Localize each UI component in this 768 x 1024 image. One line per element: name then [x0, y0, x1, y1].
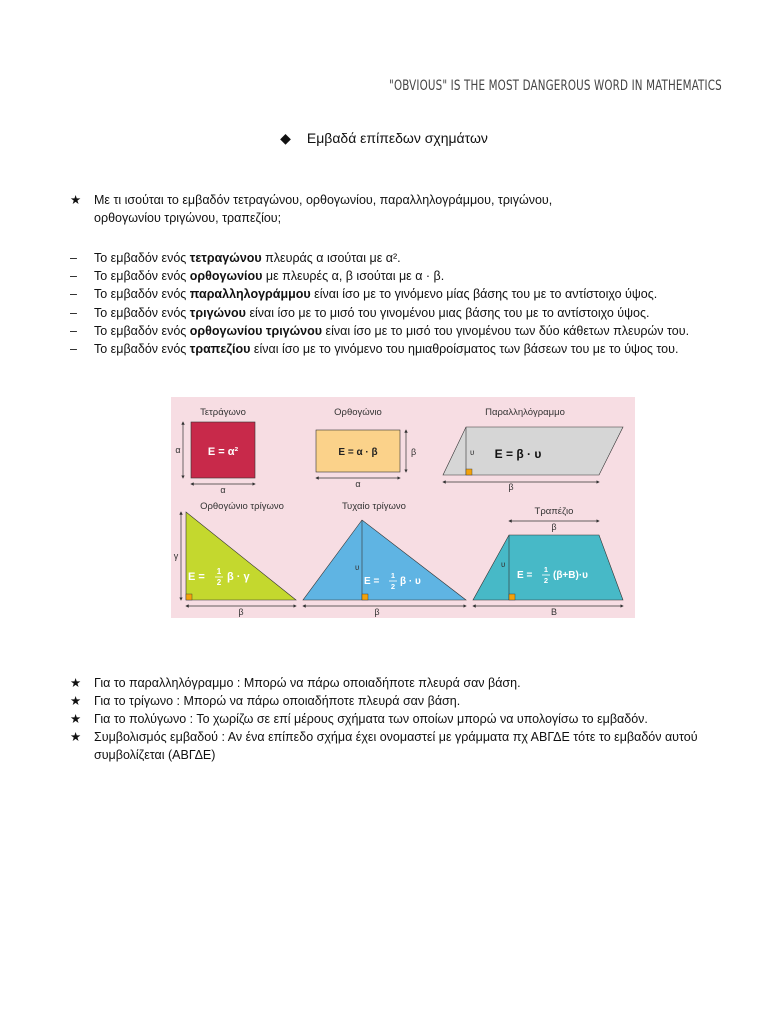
parallelogram-title: Παραλληλόγραμμο [485, 407, 565, 418]
dash-bullet-icon: – [70, 305, 77, 320]
definition-text: Το εμβαδόν ενός [94, 269, 190, 284]
definition-text: είναι ίσο με το μισό του γινομένου μιας βάσης του με το αντίστοιχο ύψος. [245, 305, 650, 320]
rectangle-title: Ορθογώνιο [334, 407, 382, 418]
right-triangle-formula-post: β · γ [227, 571, 250, 583]
right-triangle-formula-pre: Ε = [188, 571, 205, 583]
title-text: Εμβαδά επίπεδων σχημάτων [306, 130, 488, 146]
trapezoid-height-label: υ [501, 560, 506, 569]
right-angle-marker [362, 594, 368, 600]
star-bullet-icon: ★ [70, 193, 82, 207]
note-item [70, 674, 750, 692]
dash-bullet-icon: – [70, 323, 77, 338]
note-item [70, 692, 750, 710]
trapezoid-bottom-label: Β [550, 607, 558, 617]
star-bullet-icon: ★ [70, 730, 82, 744]
right-triangle-bottom-label: β [238, 607, 244, 617]
dash-bullet-icon: – [70, 341, 77, 356]
definition-text: είναι ίσο με το γινόμενο του ημιαθροίσματος των βάσεων του με το ύψος του. [250, 341, 679, 356]
square-title: Τετράγωνο [200, 407, 246, 418]
definition-text: Το εμβαδόν ενός [94, 287, 190, 302]
definition-term: τριγώνου [189, 305, 246, 320]
definition-text: Το εμβαδόν ενός [94, 305, 190, 320]
rectangle-bottom-label: α [355, 479, 361, 489]
definition-item [70, 342, 750, 360]
star-bullet-icon: ★ [70, 712, 82, 726]
definition-text: Το εμβαδόν ενός [94, 341, 190, 356]
note-item [70, 710, 750, 728]
right-angle-marker [466, 469, 472, 475]
right-angle-marker [509, 594, 515, 600]
right-triangle-formula-den: 2 [216, 578, 222, 587]
trapezoid-top-label: β [551, 522, 557, 532]
definition-term: τραπεζίου [189, 341, 251, 356]
parallelogram-height-label: υ [470, 448, 475, 457]
definition-term: ορθογωνίου τριγώνου [189, 323, 323, 338]
page-title [0, 130, 768, 147]
note-item [70, 728, 750, 764]
right-triangle-title: Ορθογώνιο τρίγωνο [200, 501, 284, 512]
triangle-formula-pre: Ε = [364, 576, 380, 587]
definition-text: με πλευρές α, β ισούται με α · β. [262, 269, 445, 284]
definition-text: είναι ίσο με το γινόμενο μίας βάσης του με το αντίστοιχο ύψος. [310, 287, 658, 302]
area-formulas-figure [171, 397, 635, 618]
note-text: Συμβολισμός εμβαδού : Αν ένα επίπεδο σχήμα έχει ονομαστεί με γράμματα πχ ΑΒΓΔΕ τότε το εμβαδόν αυτού συμβολίζεται (ΑΒΓΔΕ) [94, 730, 698, 762]
triangle-formula-post: β · υ [400, 576, 421, 587]
trapezoid-formula-pre: Ε = [517, 570, 533, 581]
trapezoid-formula-post: (β+Β)·υ [553, 570, 588, 581]
dash-bullet-icon: – [70, 269, 77, 284]
definition-text: Το εμβαδόν ενός [94, 251, 190, 265]
square-bottom-label: α [220, 485, 226, 495]
note-text: Για το πολύγωνο : Το χωρίζω σε επί μέρους σχήματα των οποίων μπορώ να υπολογίσω το εμβαδόν. [94, 712, 648, 726]
definition-text: Το εμβαδόν ενός [94, 323, 190, 338]
definition-term: τετραγώνου [189, 251, 262, 265]
trapezoid-formula-num: 1 [543, 565, 549, 574]
definition-item [70, 324, 750, 342]
definition-item [70, 287, 750, 305]
definitions-list [70, 251, 750, 360]
triangle-title: Τυχαίο τρίγωνο [342, 501, 406, 512]
triangle-formula-den: 2 [390, 582, 396, 591]
notes-list [70, 674, 750, 764]
dash-bullet-icon: – [70, 251, 77, 265]
diamond-bullet-icon: ◆ [280, 130, 291, 146]
definition-item [70, 251, 750, 269]
rectangle-formula: Ε = α · β [338, 447, 378, 458]
triangle-height-label: υ [355, 563, 360, 572]
right-angle-marker [186, 594, 192, 600]
star-bullet-icon: ★ [70, 676, 82, 690]
right-triangle-side-label: γ [173, 551, 179, 561]
definition-term: ορθογωνίου [189, 269, 263, 284]
definition-item [70, 269, 750, 287]
note-text: Για το τρίγωνο : Μπορώ να πάρω οποιαδήποτε πλευρά σαν βάση. [94, 694, 461, 708]
trapezoid-title: Τραπέζιο [534, 506, 574, 517]
parallelogram-bottom-label: β [508, 482, 514, 492]
question [70, 191, 614, 227]
definition-item [70, 306, 750, 324]
dash-bullet-icon: – [70, 287, 77, 302]
definition-text: είναι ίσο με το μισό του γινομένου των δύο κάθετων πλευρών του. [322, 323, 690, 338]
right-triangle-formula-num: 1 [216, 567, 222, 576]
definition-term: παραλληλογράμμου [189, 287, 311, 302]
rectangle-side-label: β [411, 447, 417, 457]
trapezoid-formula-den: 2 [543, 576, 549, 585]
parallelogram-formula: Ε = β · υ [494, 447, 542, 461]
definition-text: πλευράς α ισούται με α². [261, 251, 401, 265]
triangle-formula-num: 1 [390, 571, 396, 580]
header-quote: "OBVIOUS" IS THE MOST DANGEROUS WORD IN MATHEMATICS [389, 78, 722, 94]
question-text: Με τι ισούται το εμβαδόν τετραγώνου, ορθογωνίου, παραλληλογράμμου, τριγώνου, ορθογωνίου τριγώνου, τραπεζίου; [94, 193, 553, 225]
note-text: Για το παραλληλόγραμμο : Μπορώ να πάρω οποιαδήποτε πλευρά σαν βάση. [94, 676, 521, 690]
star-bullet-icon: ★ [70, 694, 82, 708]
square-formula: Ε = α² [207, 446, 239, 458]
triangle-bottom-label: β [374, 607, 380, 617]
square-side-label: α [175, 445, 181, 455]
